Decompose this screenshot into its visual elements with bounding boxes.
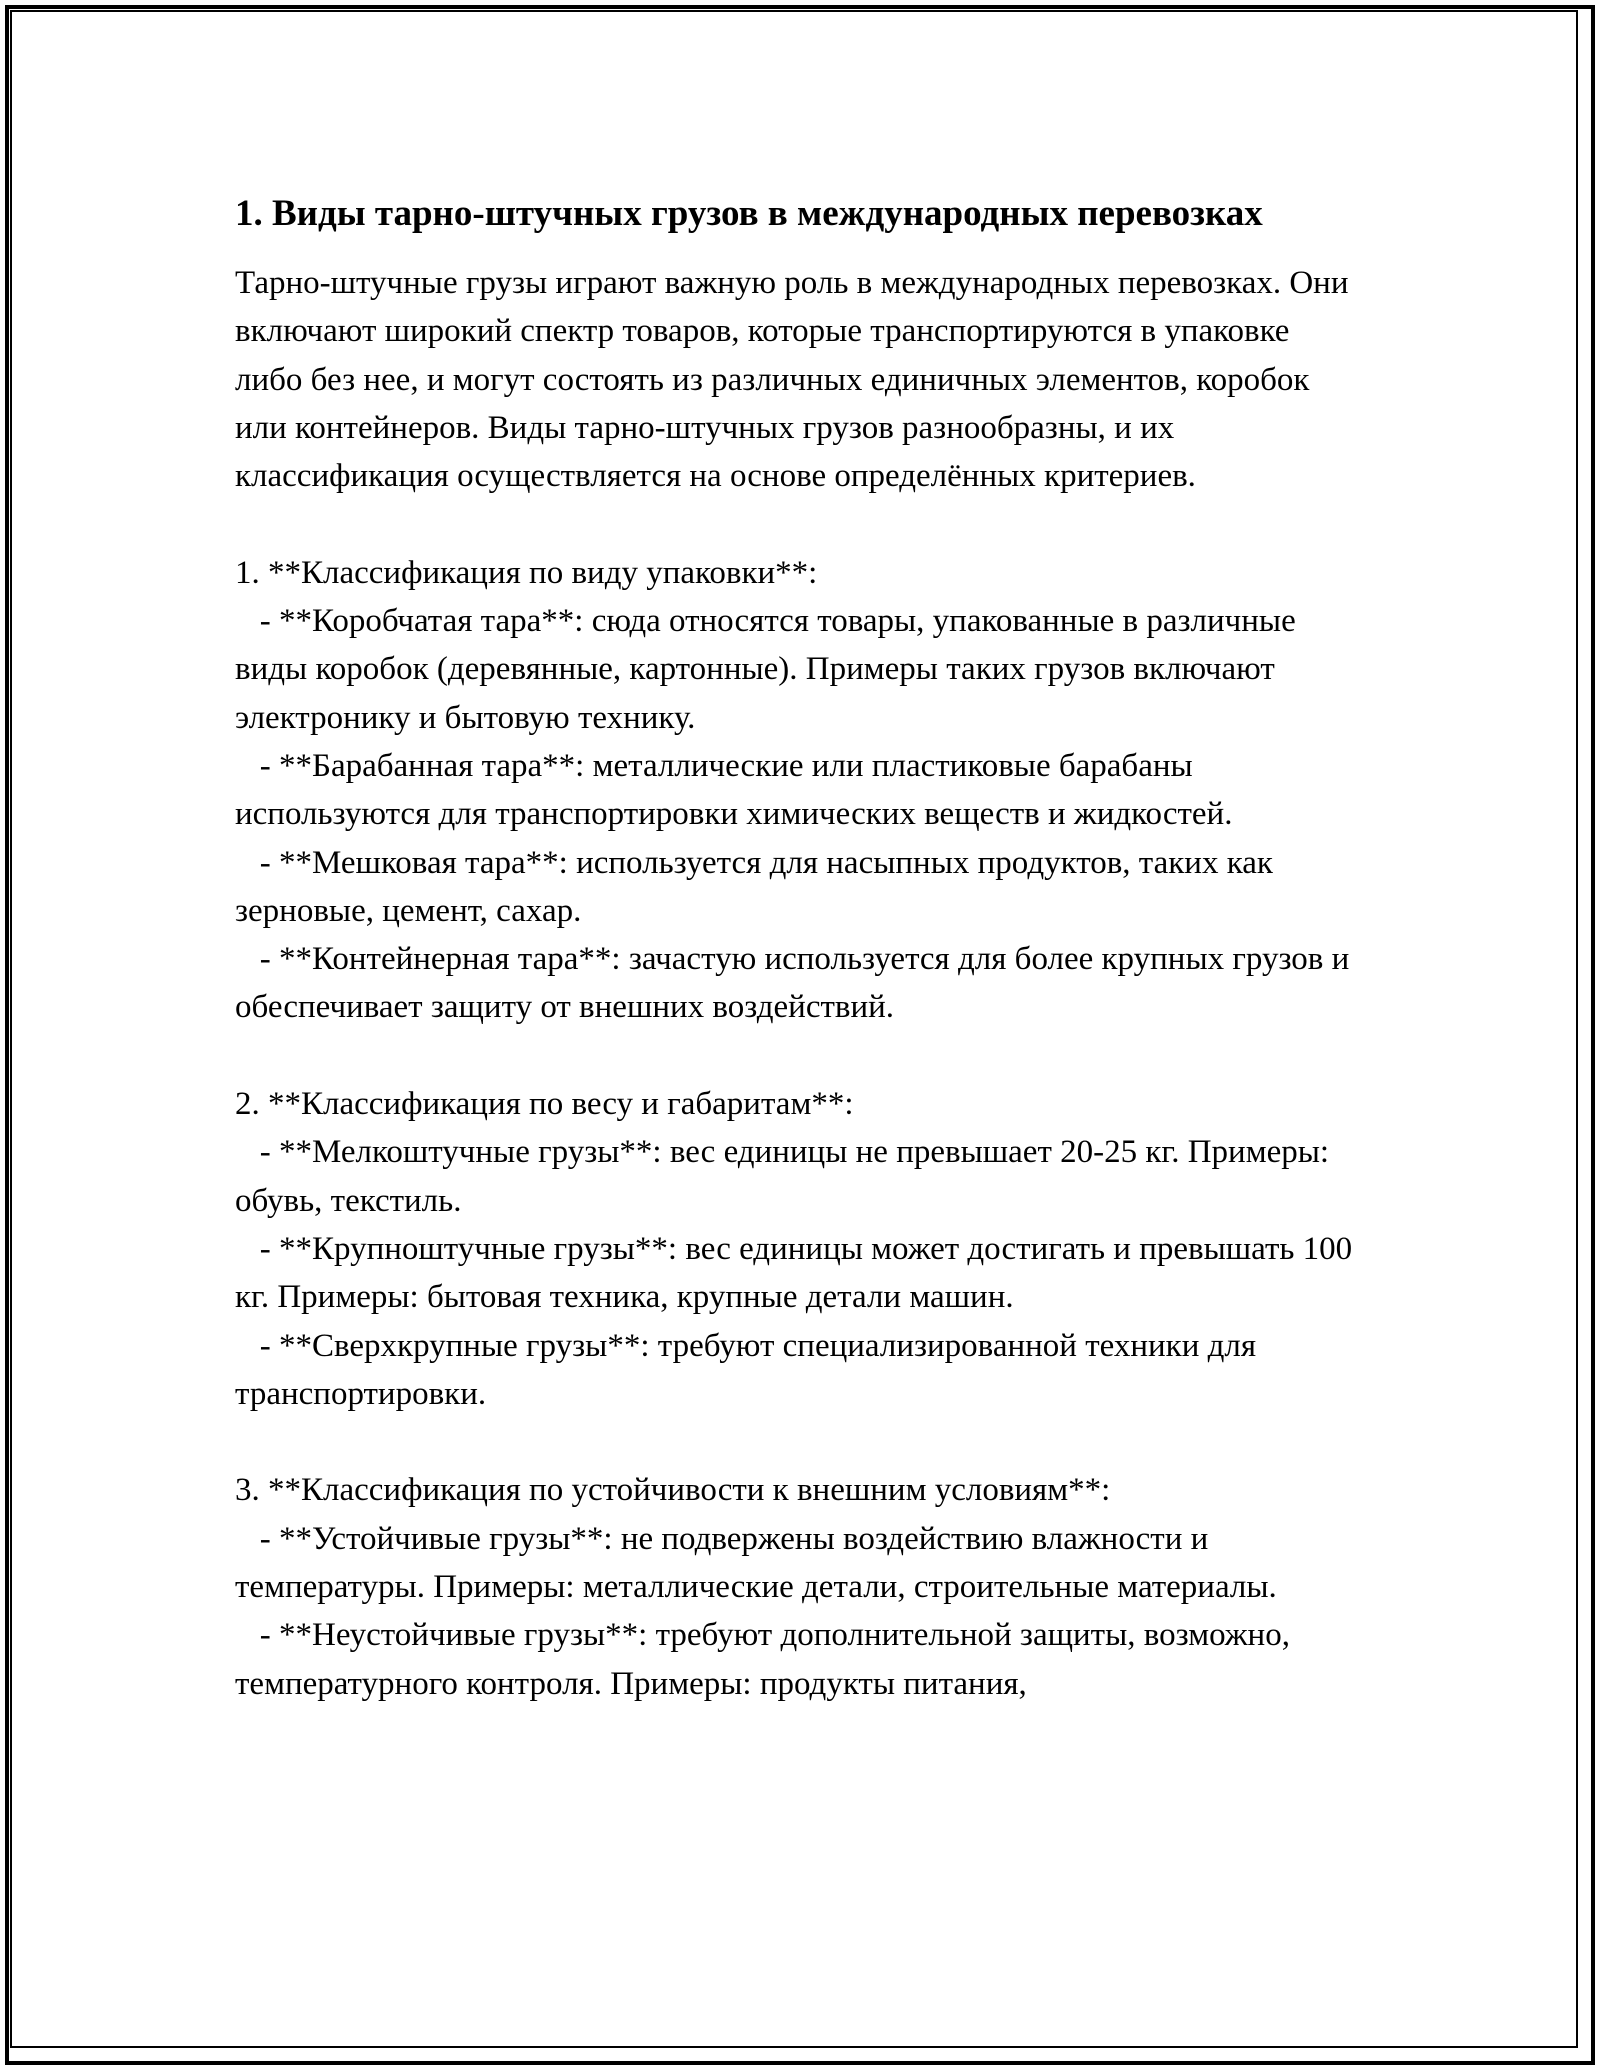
intro-paragraph: Тарно-штучные грузы играют важную роль в международных перевозках. Они включают широкий спектр товаров, которые транспортируются в упаковке либо без нее, и могут состоять из различных единичных элементов, коробок или контейнеров. Виды тарно-штучных грузов разнообразны, и их классификация осуществляется на основе определённых критериев. bbox=[235, 265, 1349, 495]
list-item: - **Неустойчивые грузы**: требуют дополнительной защиты, возможно, температурного контроля. Примеры: продукты питания, bbox=[235, 1617, 1290, 1702]
section-title: 1. **Классификация по виду упаковки**: bbox=[235, 554, 818, 591]
list-item: - **Устойчивые грузы**: не подвержены воздействию влажности и температуры. Примеры: металлические детали, строительные материалы. bbox=[235, 1520, 1277, 1606]
document-body bbox=[235, 186, 1365, 1708]
list-item: - **Крупноштучные грузы**: вес единицы может достигать и превышать 100 кг. Примеры: бытовая техника, крупные детали машин. bbox=[235, 1230, 1353, 1316]
classification-section-weight bbox=[235, 1080, 1365, 1418]
classification-section-stability bbox=[235, 1466, 1365, 1707]
section-title: 3. **Классификация по устойчивости к внешним условиям**: bbox=[235, 1472, 1111, 1509]
section-title: 2. **Классификация по весу и габаритам**: bbox=[235, 1086, 854, 1123]
list-item: - **Мешковая тара**: используется для насыпных продуктов, таких как зерновые, цемент, сахар. bbox=[235, 844, 1273, 929]
list-item: - **Контейнерная тара**: зачастую используется для более крупных грузов и обеспечивает защиту от внешних воздействий. bbox=[235, 941, 1350, 1026]
list-item: - **Барабанная тара**: металлические или пластиковые барабаны используются для транспортировки химических веществ и жидкостей. bbox=[235, 747, 1233, 833]
section-heading: 1. Виды тарно-штучных грузов в международных перевозках bbox=[235, 193, 1263, 234]
list-item: - **Коробчатая тара**: сюда относятся товары, упакованные в различные виды коробок (деревянные, картонные). Примеры таких грузов включают электронику и бытовую технику. bbox=[235, 603, 1296, 736]
list-item: - **Мелкоштучные грузы**: вес единицы не превышает 20-25 кг. Примеры: обувь, текстиль. bbox=[235, 1134, 1330, 1219]
list-item: - **Сверхкрупные грузы**: требуют специализированной техники для транспортировки. bbox=[235, 1327, 1257, 1412]
classification-section-packaging bbox=[235, 549, 1365, 1032]
